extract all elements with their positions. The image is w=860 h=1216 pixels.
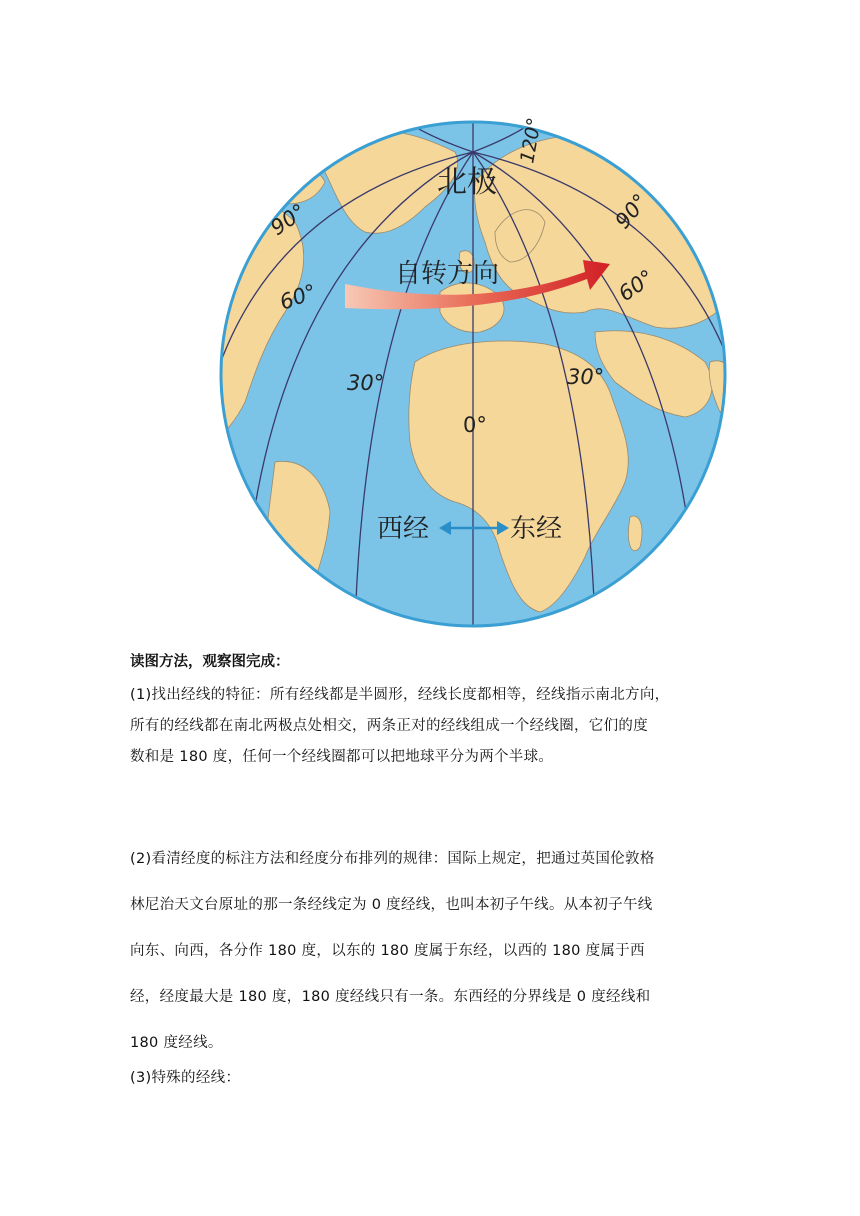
label-e30: 30° bbox=[567, 365, 605, 389]
p2-line: 经，经度最大是 180 度，180 度经线只有一条。东西经的分界线是 0 度经线和 bbox=[130, 989, 651, 1005]
north-pole-label: 北极 bbox=[437, 165, 497, 200]
p2-line: 180 度经线。 bbox=[130, 1035, 223, 1051]
label-e90: 90° bbox=[610, 189, 653, 234]
label-e60: 60° bbox=[614, 265, 659, 307]
p2-line: (2)看清经度的标注方法和经度分布排列的规律：国际上规定，把通过英国伦敦格 bbox=[130, 851, 655, 867]
label-w60: 60° bbox=[276, 279, 320, 315]
paragraph-1 bbox=[130, 680, 735, 773]
label-w30: 30° bbox=[347, 371, 385, 395]
p2-line: 林尼治天文台原址的那一条经线定为 0 度经线，也叫本初子午线。从本初子午线 bbox=[130, 897, 653, 913]
p1-line: 数和是 180 度，任何一个经线圈都可以把地球平分为两个半球。 bbox=[130, 749, 554, 765]
east-label: 东经 bbox=[510, 514, 563, 544]
label-w90: 90° bbox=[266, 199, 311, 241]
west-label: 西经 bbox=[377, 514, 430, 544]
rotation-label: 自转方向 bbox=[395, 259, 500, 289]
paragraph-2 bbox=[130, 836, 735, 1066]
globe-figure bbox=[215, 112, 735, 637]
label-e120: 120° bbox=[516, 115, 546, 165]
p1-line: 所有的经线都在南北两极点处相交，两条正对的经线组成一个经线圈，它们的度 bbox=[130, 718, 648, 734]
p1-line: (1)找出经线的特征：所有经线都是半圆形，经线长度都相等，经线指示南北方向， bbox=[130, 687, 670, 703]
globe-svg bbox=[215, 112, 735, 637]
section-heading: 读图方法，观察图完成： bbox=[130, 654, 290, 670]
paragraph-3: (3)特殊的经线： bbox=[130, 1070, 241, 1086]
label-zero: 0° bbox=[463, 413, 487, 437]
p2-line: 向东、向西，各分作 180 度，以东的 180 度属于东经，以西的 180 度属于西 bbox=[130, 943, 645, 959]
